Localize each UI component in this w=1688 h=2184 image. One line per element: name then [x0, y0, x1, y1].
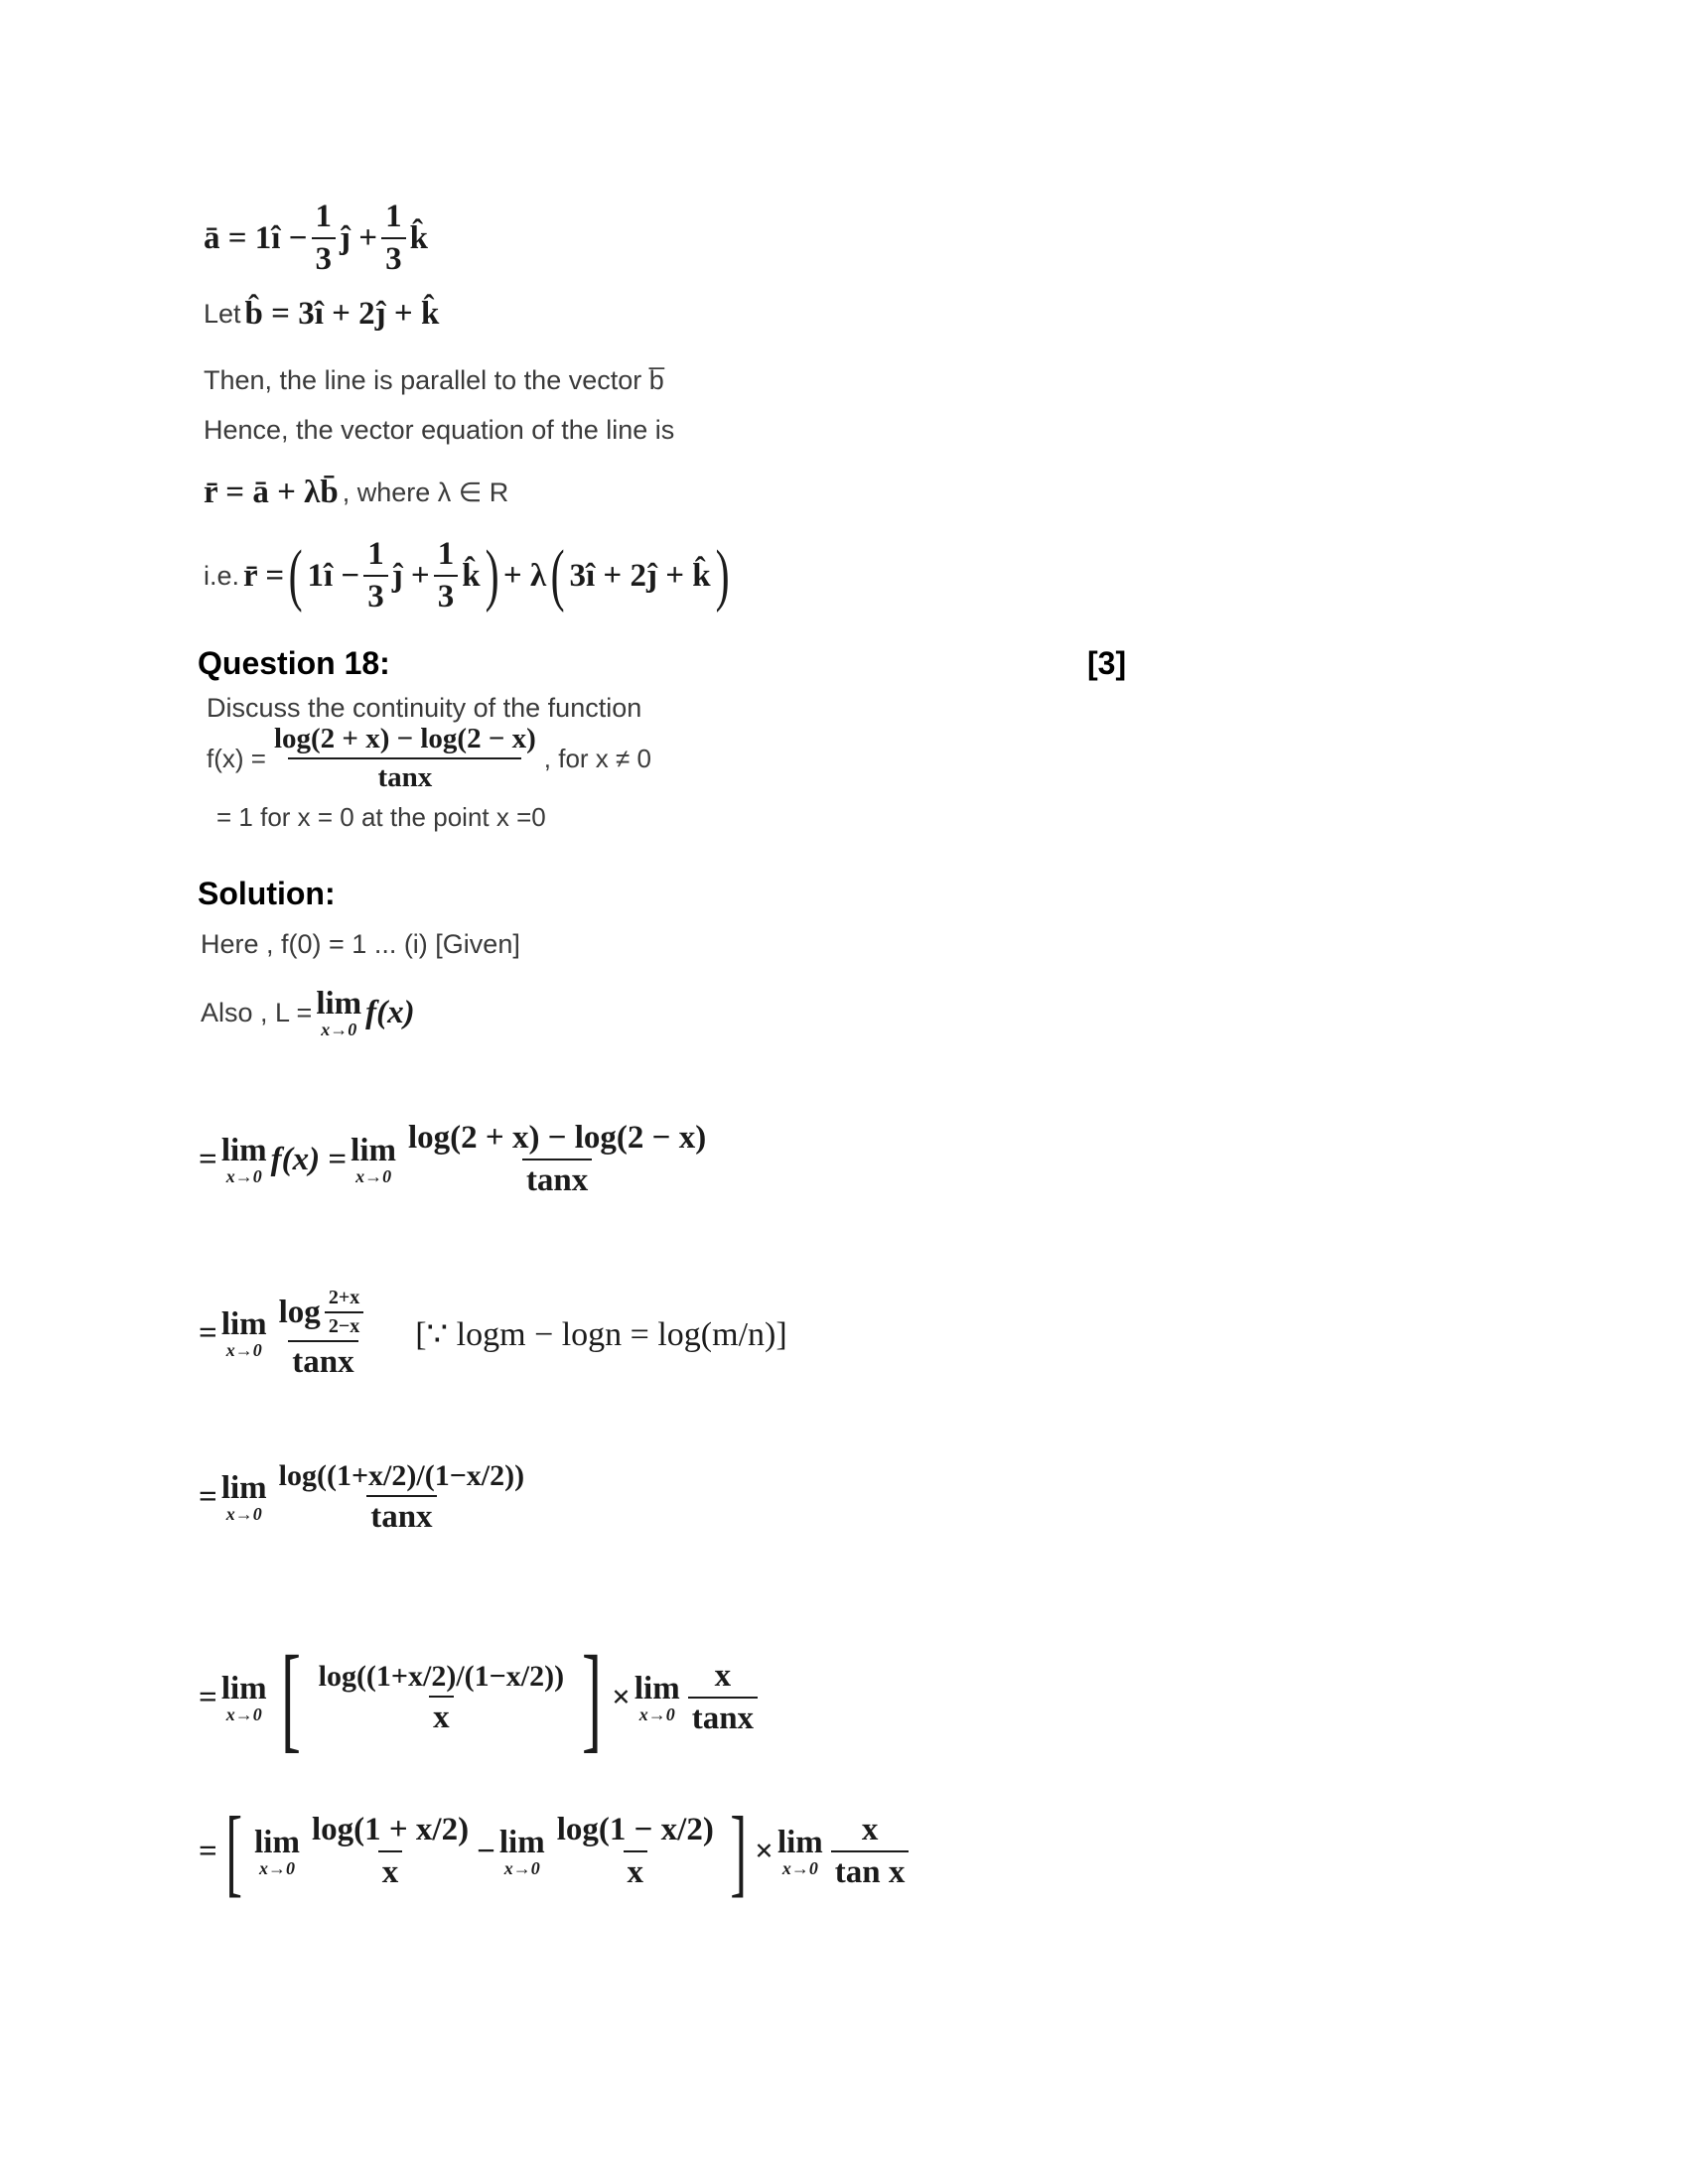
log-rule-note: [∵ logm − logn = log(m/n)]: [415, 1315, 787, 1353]
vector-line-expanded: i.e. r̄ = ( 1î − $\frac{1}{3}$ ĵ + $\frac{1}{3}$ k̂ ) + λ ( 3î + 2ĵ + k̂ ): [204, 536, 730, 614]
vector-line-equation: r̄ = ā + λb̄ , where λ ∈ R: [204, 475, 509, 510]
question-prompt: Discuss the continuity of the function: [207, 693, 642, 723]
step-2: = lim x→0 log $\frac{2+x}{2-x}$ tanx [∵ logm − logn = log(m/n)]: [199, 1287, 787, 1380]
solution-heading: Solution:: [198, 876, 336, 911]
hence-statement: Hence, the vector equation of the line is: [204, 415, 675, 445]
function-definition: f(x) = $\frac{\log(2 + x) - \log(2 - x)}{\tan x}$ , for x ≠ 0: [207, 723, 651, 793]
step-1: = lim x→0 f(x) = lim x→0 $\frac{\log(2 + x) - \log(2 - x)}{\tan x}$: [199, 1120, 707, 1198]
question-heading: Question 18:: [198, 645, 390, 681]
function-second-case: = 1 for x = 0 at the point x =0: [216, 802, 546, 832]
step-3: = lim x→0 $\frac{\log((1+x/2)/(1-x/2))}{\tan x}$: [199, 1459, 525, 1535]
step-4: = lim x→0 [ $\frac{\log((1+x/2)/(1-x/2))}{x}$ ] × lim x→0 $\frac{x}{\tan x}$: [199, 1638, 762, 1757]
question-marks: [3]: [1087, 645, 1127, 681]
let-b-line: Let b̂ = 3î + 2ĵ + k̂: [204, 296, 440, 332]
step-5: = [ lim x→0 $\frac{\log(1 + x/2)}{x}$ − lim x→0 $\frac{\log(1 - x/2)}{x}$ ] × lim x→0 $\frac{x}{\text{tan x}}$: [199, 1802, 913, 1901]
limit-definition: Also , L = lim x→0 f(x): [201, 986, 415, 1039]
given-value: Here , f(0) = 1 ... (i) [Given]: [201, 929, 520, 959]
parallel-statement: Then, the line is parallel to the vector b̅: [204, 365, 664, 395]
a-vector-equation: ā = 1î − $\frac{1}{3}$ ĵ + $\frac{1}{3}$ k̂: [204, 199, 428, 277]
